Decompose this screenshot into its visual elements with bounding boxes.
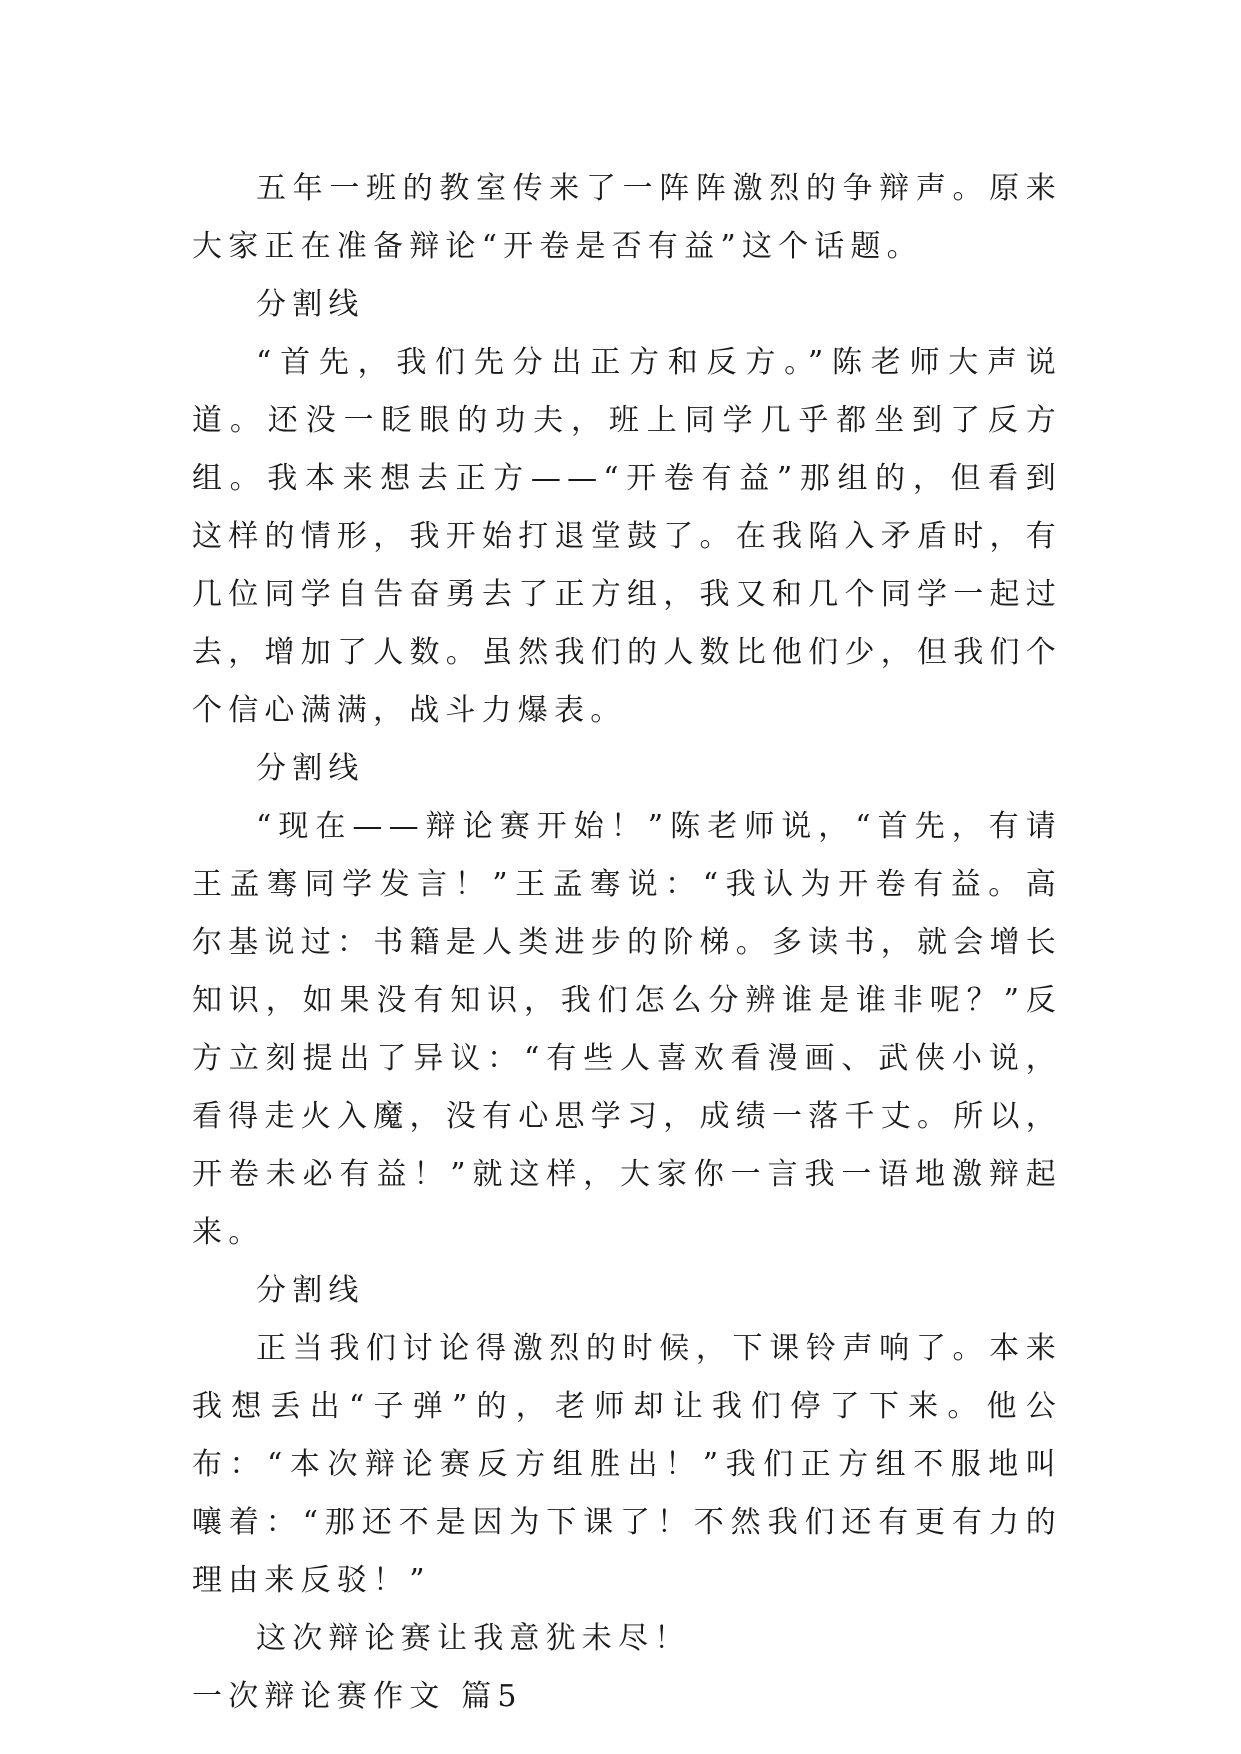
- essay-body: [192, 160, 1062, 1726]
- divider-label-2: 分割线: [256, 751, 365, 786]
- divider-label-3: 分割线: [256, 1273, 365, 1308]
- next-essay-heading: 一次辩论赛作文 篇5: [192, 1679, 523, 1714]
- divider-label-1: 分割线: [256, 287, 365, 322]
- paragraph-1: 五年一班的教室传来了一阵阵激烈的争辩声。原来大家正在准备辩论“开卷是否有益”这个话题。: [192, 171, 1062, 264]
- paragraph-4: 正当我们讨论得激烈的时候，下课铃声响了。本来我想丢出“子弹”的，老师却让我们停了下来。他公布：“本次辩论赛反方组胜出！”我们正方组不服地叫嚷着：“那还不是因为下课了！不然我们还有更有力的理由来反驳！”: [192, 1331, 1062, 1598]
- paragraph-2: “首先，我们先分出正方和反方。”陈老师大声说道。还没一眨眼的功夫，班上同学几乎都坐到了反方组。我本来想去正方——“开卷有益”那组的，但看到这样的情形，我开始打退堂鼓了。在我陷入矛盾时，有几位同学自告奋勇去了正方组，我又和几个同学一起过去，增加了人数。虽然我们的人数比他们少，但我们个个信心满满，战斗力爆表。: [192, 345, 1062, 728]
- paragraph-3: “现在——辩论赛开始！”陈老师说，“首先，有请王孟骞同学发言！”王孟骞说：“我认为开卷有益。高尔基说过：书籍是人类进步的阶梯。多读书，就会增长知识，如果没有知识，我们怎么分辨谁是谁非呢？”反方立刻提出了异议：“有些人喜欢看漫画、武侠小说，看得走火入魔，没有心思学习，成绩一落千丈。所以，开卷未必有益！”就这样，大家你一言我一语地激辩起来。: [192, 809, 1062, 1250]
- paragraph-5: 这次辩论赛让我意犹未尽！: [256, 1621, 691, 1656]
